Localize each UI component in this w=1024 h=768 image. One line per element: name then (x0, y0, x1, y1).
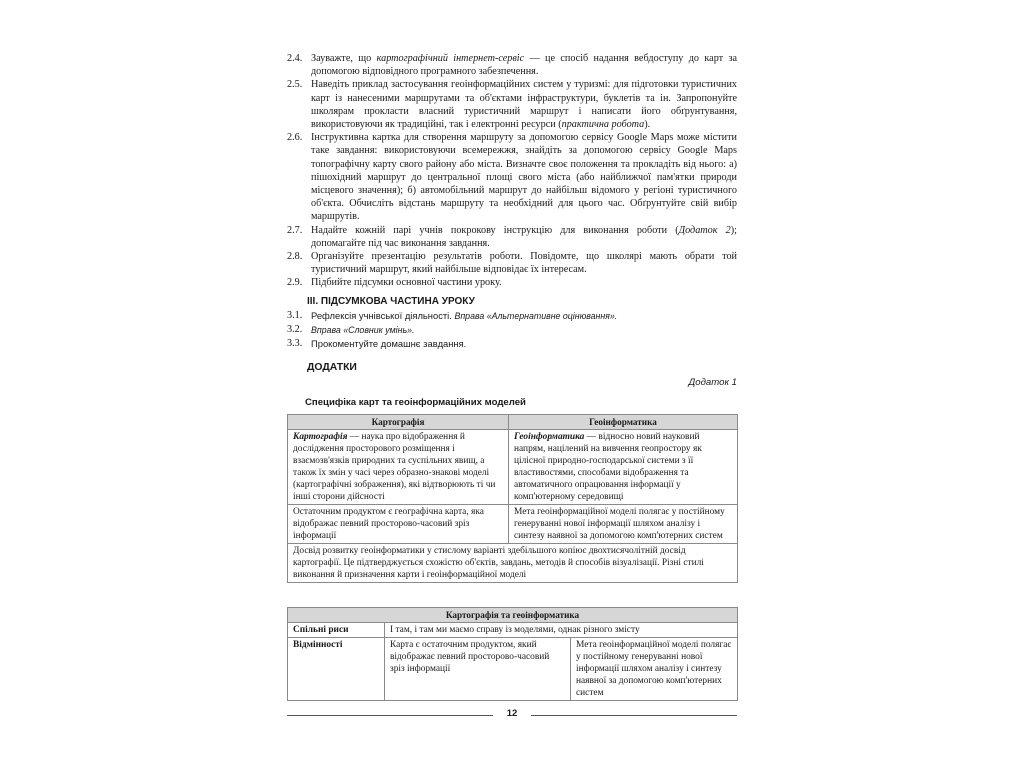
table-title: Специфіка карт та геоінформаційних моделей (305, 397, 526, 409)
body-text: Наведіть приклад застосування геоінформаційних систем у туризмі: для підготовки туристичних карт із нанесеними маршрутами та об'єктами інфраструктури, буклетів та ін. Запропонуйте школярам прокласти власний туристичний маршрут і написати його обґрунтування, використовуючи як традиційні, так і електронні ресурси ( (311, 79, 737, 131)
footer-rule-left (287, 715, 493, 716)
row-label: Спільні риси (288, 623, 385, 638)
page-footer (287, 708, 737, 722)
table-header-cell: Картографія (288, 415, 509, 430)
item-number: 3.1. (287, 309, 303, 321)
table-header-row (288, 415, 738, 430)
item-number: 2.6. (287, 132, 303, 144)
item-number: 2.5. (287, 79, 303, 91)
table-cell: Карта є остаточним продуктом, який відображає певний просторово-часовий зріз інформації (385, 638, 571, 701)
list-item (287, 337, 737, 350)
item-text (311, 276, 737, 289)
item-number: 2.9. (287, 277, 303, 289)
definition-text: — відносно новий науковий напрям, націлений на вивчення геопростору як цілісної природно-господарської системи з її властивостями, способами відображення та автоматичного опрацювання інформації у комп'ютерному середовищі (514, 432, 702, 503)
comparison-table (287, 414, 738, 583)
list-item (287, 131, 737, 223)
table-row (288, 638, 738, 701)
table-header-cell: Картографія та геоінформатика (288, 608, 738, 623)
list-item (287, 250, 737, 276)
section-heading: III. ПІДСУМКОВА ЧАСТИНА УРОКУ (307, 295, 475, 307)
body-text: ); допомагайте під час виконання завдання. (311, 224, 737, 249)
list-item (287, 52, 737, 78)
emphasis-text: Вправа «Альтернативне оцінювання». (454, 310, 618, 321)
item-text (311, 224, 737, 250)
emphasis-text: практична робота (561, 119, 645, 131)
table-header-row (288, 608, 738, 623)
body-text: Прокоментуйте домашнє завдання. (311, 338, 467, 350)
item-text (311, 52, 737, 78)
table-header-cell: Геоінформатика (509, 415, 738, 430)
list-item (287, 224, 737, 250)
list-item (287, 78, 737, 131)
body-text: Підбийте підсумки основної частини уроку. (311, 277, 502, 289)
emphasis-text: картографічний інтернет-сервіс (376, 53, 525, 64)
list-item (287, 276, 737, 289)
emphasis-text: Вправа «Словник умінь». (311, 324, 415, 335)
table-cell (288, 430, 509, 505)
item-text (311, 337, 737, 350)
table-cell (509, 430, 738, 505)
steps-list (287, 52, 737, 290)
item-number: 3.3. (287, 338, 303, 350)
page-number: 12 (506, 708, 518, 719)
term-label: Геоінформатика (514, 432, 585, 443)
table-cell: Остаточним продуктом є географічна карта, яка відображає певний просторово-часовий зріз інформації (288, 505, 509, 544)
item-text (311, 323, 737, 337)
item-number: 2.4. (287, 53, 303, 64)
summary-table (287, 607, 738, 701)
list-item (287, 309, 737, 323)
table-row (288, 505, 738, 544)
document-page (287, 52, 737, 701)
table-row (288, 544, 738, 583)
row-label: Відмінності (288, 638, 385, 701)
appendix-heading: ДОДАТКИ (307, 362, 357, 374)
definition-text: — наука про відображення й дослідження просторового розміщення і взаємозв'язків природних та суспільних явищ, а також їх змін у часі через образно-знакові моделі (картографічні зображення), які відтворюють ті чи інші сторони дійсності (293, 432, 496, 503)
term-label: Картографія (293, 432, 348, 443)
table-row (288, 623, 738, 638)
item-text (311, 250, 737, 276)
section3-list (287, 309, 737, 351)
appendix-label: Додаток 1 (688, 377, 737, 389)
table-note-cell: Досвід розвитку геоінформатики у стислому варіанті здебільшого копіює двохтисячолітній досвід картографії. Це підтверджується схожістю об'єктів, завдань, методів й способів візуалізації. Різні стилі виконання й призначення карти і геоінформаційної моделі (288, 544, 738, 583)
item-number: 2.8. (287, 251, 303, 263)
item-number: 2.7. (287, 224, 303, 236)
table-row (288, 430, 738, 505)
body-text: Рефлексія учнівської діяльності. (311, 309, 455, 321)
list-item (287, 323, 737, 337)
emphasis-text: Додаток 2 (678, 224, 731, 236)
item-text (311, 131, 737, 223)
body-text: Зауважте, що (311, 53, 377, 64)
item-number: 3.2. (287, 323, 303, 335)
body-text: ). (644, 119, 651, 131)
table-cell: І там, і там ми маємо справу із моделями, однак різного змісту (385, 623, 738, 638)
item-text (311, 309, 737, 323)
body-text: — це спосіб надання вебдоступу до карт за допомогою відповідного програмного забезпечення. (311, 53, 737, 78)
body-text: Інструктивна картка для створення маршруту за допомогою сервісу Google Maps може містити таке завдання: використовуючи всемережжя, знайдіть за допомогою сервісу Google Maps топографічну карту свого району або міста. Визначте своє положення та прокладіть від нього: а) пішохідний маршрут до центральної площі свого міста (або найближчої пам'ятки природи місцевого значення); б) автомобільний маршрут до найбільш відомого у регіоні туристичного об'єкта. Обчисліть відстань маршруту та необхідний для цього час. Обґрунтуйте свій вибір маршрутів. (311, 132, 737, 223)
table-cell: Мета геоінформаційної моделі полягає у постійному генеруванні нової інформації шляхом аналізу і синтезу наявної за допомогою комп'ютерних систем (509, 505, 738, 544)
table-cell: Мета геоінформаційної моделі полягає у постійному генеруванні нової інформації шляхом аналізу і синтезу наявної за допомогою комп'ютерних систем (571, 638, 738, 701)
body-text: Надайте кожній парі учнів покрокову інструкцію для виконання роботи ( (311, 224, 679, 236)
footer-rule-right (531, 715, 737, 716)
item-text (311, 78, 737, 131)
body-text: Організуйте презентацію результатів роботи. Повідомте, що школярі мають обрати той туристичний маршрут, який найбільше відповідає їх інтересам. (311, 251, 737, 276)
